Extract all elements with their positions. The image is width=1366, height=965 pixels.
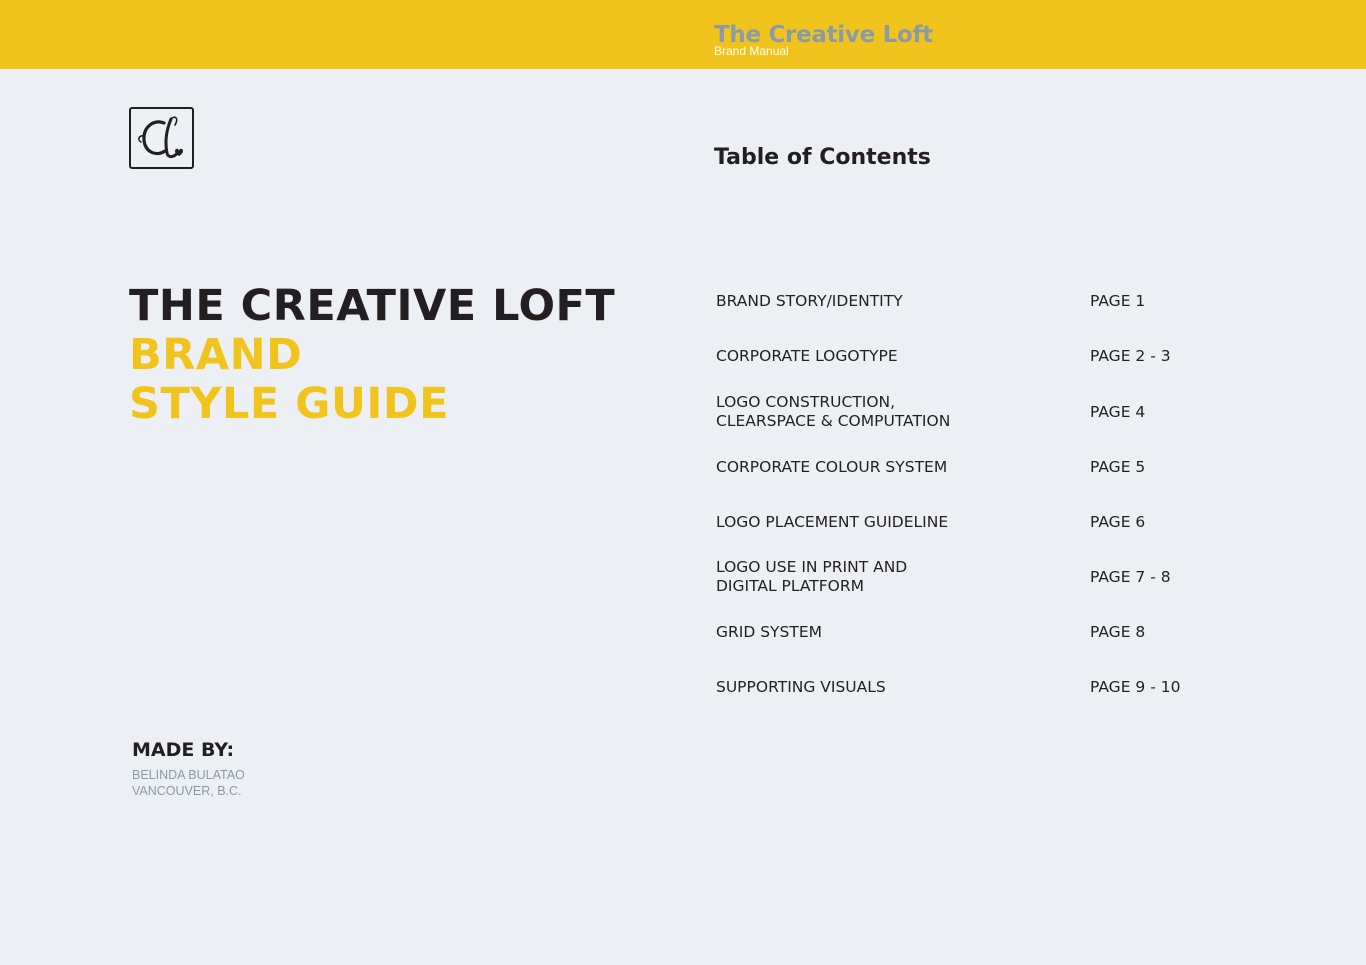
toc-section-label: GRID SYSTEM [716,622,822,641]
toc-page-label: PAGE 8 [1090,622,1146,641]
toc-row[interactable] [716,391,1276,433]
header-bar [0,0,1366,69]
hero-title-line-2: BRAND [129,330,303,380]
brand-logo [129,107,194,169]
toc-page-label: PAGE 2 - 3 [1090,346,1171,365]
toc-section-label: LOGO CONSTRUCTION, CLEARSPACE & COMPUTATION [716,393,951,430]
toc-section-label: SUPPORTING VISUALS [716,677,886,696]
toc-section-label: LOGO PLACEMENT GUIDELINE [716,512,949,531]
hero-title [129,282,615,429]
toc-row[interactable] [716,335,1276,377]
author-name: BELINDA BULATAO [132,768,245,782]
toc-row[interactable] [716,556,1276,598]
toc-row[interactable] [716,280,1276,322]
hero-title-line-3: STYLE GUIDE [129,379,449,429]
toc-row[interactable] [716,446,1276,488]
toc-row[interactable] [716,666,1276,708]
toc-section-label: BRAND STORY/IDENTITY [716,291,903,310]
toc-row[interactable] [716,611,1276,653]
author-location: VANCOUVER, B.C. [132,784,242,798]
toc-section-label: CORPORATE COLOUR SYSTEM [716,457,948,476]
made-by-label: MADE BY: [132,739,235,761]
header-title: The Creative Loft [714,22,933,48]
toc-page-label: PAGE 6 [1090,512,1146,531]
toc-page-label: PAGE 4 [1090,402,1146,421]
toc-section-label: LOGO USE IN PRINT AND DIGITAL PLATFORM [716,558,908,595]
toc-section-label: CORPORATE LOGOTYPE [716,346,898,365]
header-subtitle: Brand Manual [714,44,789,58]
toc-heading: Table of Contents [714,145,931,170]
toc-page-label: PAGE 1 [1090,291,1146,310]
toc-row[interactable] [716,501,1276,543]
hero-title-line-1: THE CREATIVE LOFT [129,281,616,331]
toc-page-label: PAGE 5 [1090,457,1146,476]
cl-monogram-icon [131,109,192,167]
toc-page-label: PAGE 7 - 8 [1090,567,1171,586]
toc-page-label: PAGE 9 - 10 [1090,677,1181,696]
